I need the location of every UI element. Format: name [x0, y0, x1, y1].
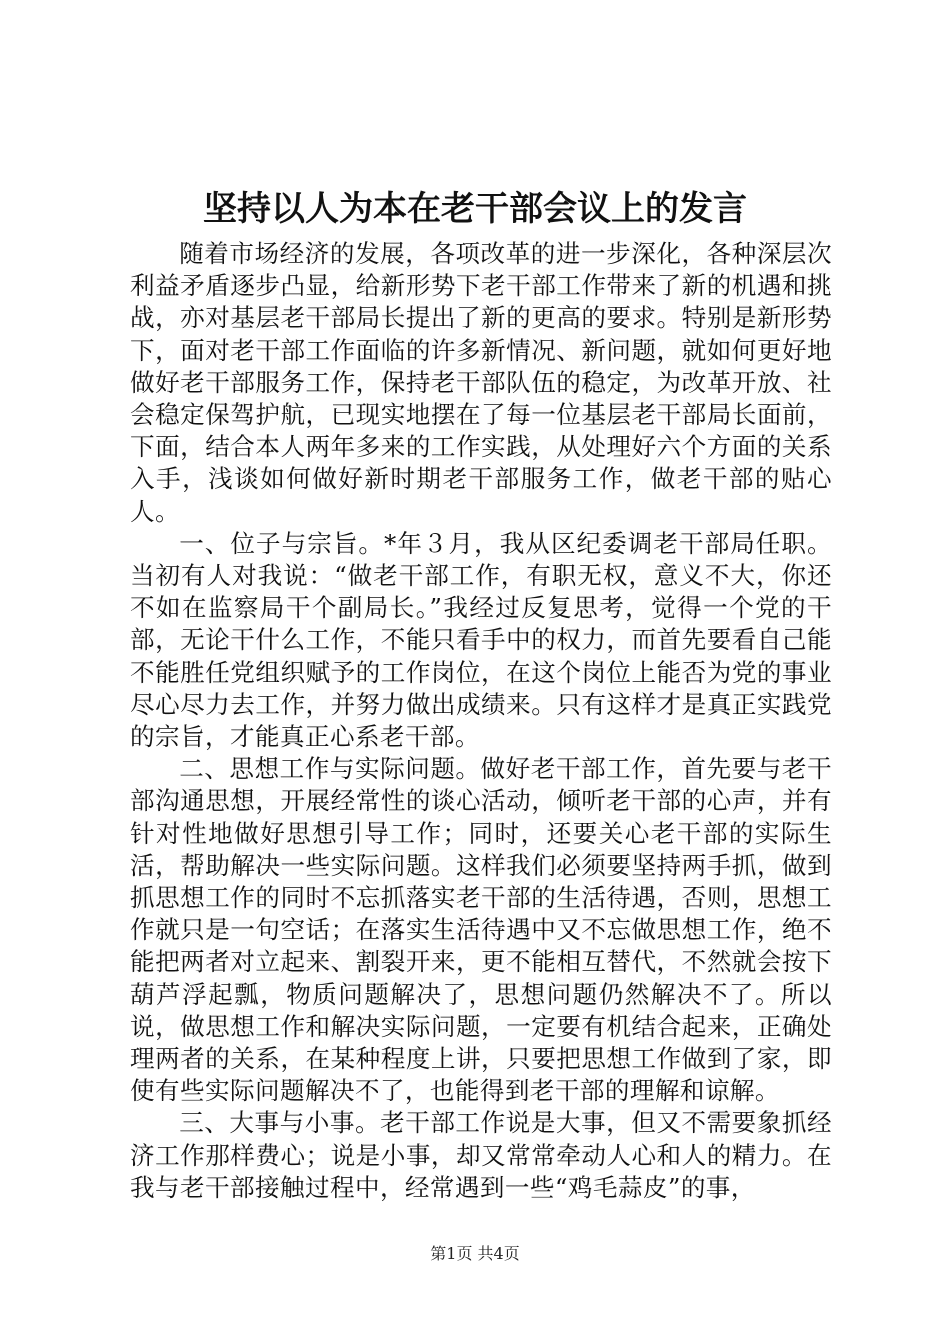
- document-body: [130, 238, 832, 1204]
- paragraph-section-3: 三、大事与小事。老干部工作说是大事，但又不需要象抓经济工作那样费心；说是小事，却又常常牵动人心和人的精力。在我与老干部接触过程中，经常遇到一些“鸡毛蒜皮”的事，: [130, 1108, 832, 1202]
- paragraph-intro: 随着市场经济的发展，各项改革的进一步深化，各种深层次利益矛盾逐步凸显，给新形势下老干部工作带来了新的机遇和挑战，亦对基层老干部局长提出了新的更高的要求。特别是新形势下，面对老干部工作面临的许多新情况、新问题，就如何更好地做好老干部服务工作，保持老干部队伍的稳定，为改革开放、社会稳定保驾护航，已现实地摆在了每一位基层老干部局长面前，下面，结合本人两年多来的工作实践，从处理好六个方面的关系入手，浅谈如何做好新时期老干部服务工作，做老干部的贴心人。: [130, 239, 832, 526]
- page-number-footer: 第1页 共4页: [430, 1244, 520, 1263]
- paragraph-section-1: 一、位子与宗旨。*年３月，我从区纪委调老干部局任职。当初有人对我说：“做老干部工作，有职无权，意义不大，你还不如在监察局干个副局长。”我经过反复思考，觉得一个党的干部，无论干什么工作，不能只看手中的权力，而首先要看自己能不能胜任党组织赋予的工作岗位，在这个岗位上能否为党的事业尽心尽力去工作，并努力做出成绩来。只有这样才是真正实践党的宗旨，才能真正心系老干部。: [130, 528, 832, 752]
- document-title: 坚持以人为本在老干部会议上的发言: [203, 189, 747, 229]
- paragraph-section-2: 二、思想工作与实际问题。做好老干部工作，首先要与老干部沟通思想，开展经常性的谈心活动，倾听老干部的心声，并有针对性地做好思想引导工作；同时，还要关心老干部的实际生活，帮助解决一些实际问题。这样我们必须要坚持两手抓，做到抓思想工作的同时不忘抓落实老干部的生活待遇，否则，思想工作就只是一句空话；在落实生活待遇中又不忘做思想工作，绝不能把两者对立起来、割裂开来，更不能相互替代，不然就会按下葫芦浮起瓢，物质问题解决了，思想问题仍然解决不了。所以说，做思想工作和解决实际问题，一定要有机结合起来，正确处理两者的关系，在某种程度上讲，只要把思想工作做到了家，即使有些实际问题解决不了，也能得到老干部的理解和谅解。: [130, 754, 832, 1106]
